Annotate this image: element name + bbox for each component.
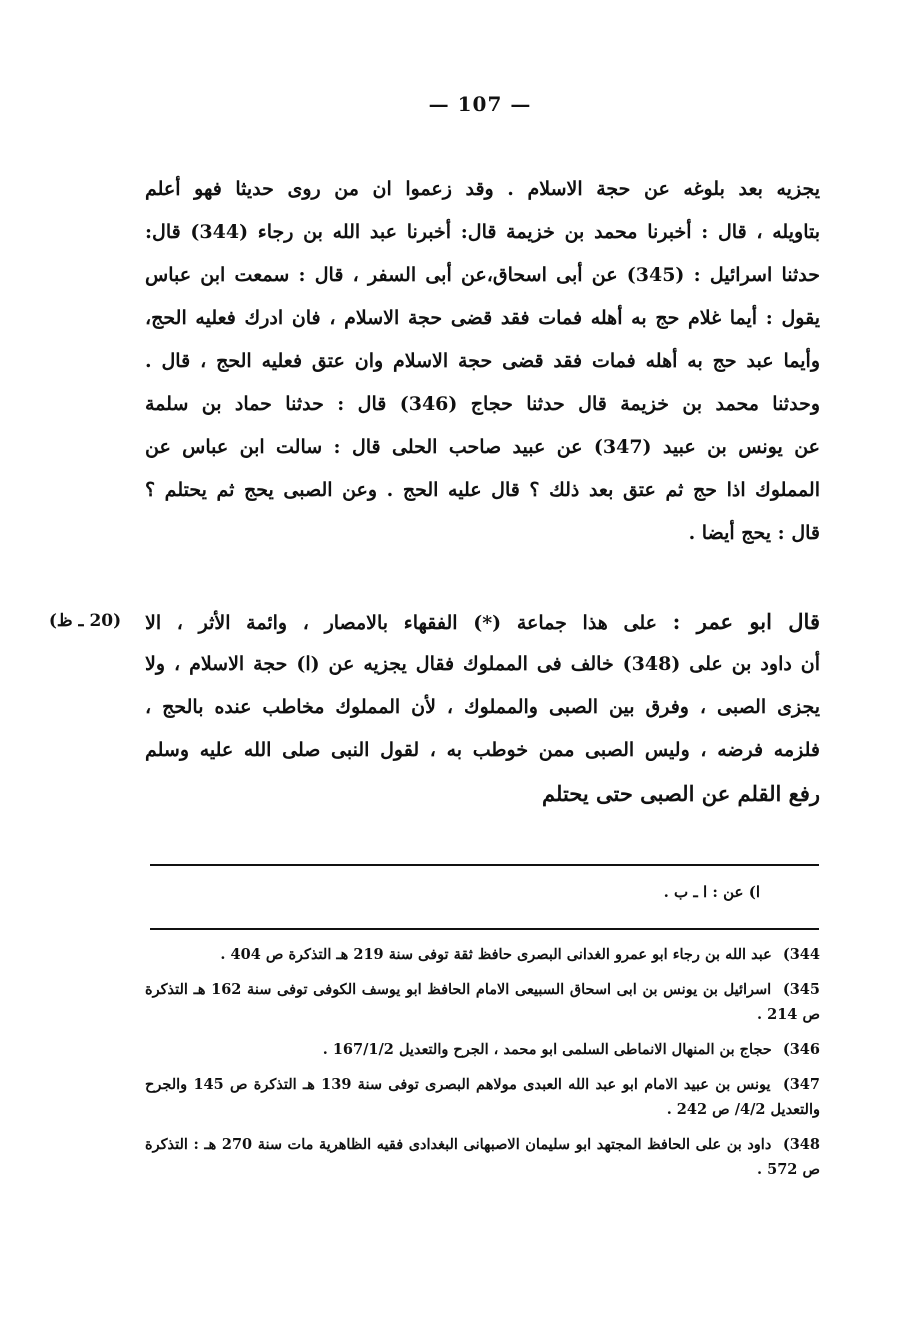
text-line: قال : يحج أيضا . <box>688 522 820 544</box>
footnote-item <box>145 977 820 1027</box>
footnote-text: داود بن على الحافظ المجتهد ابو سليمان الاصبهانى البغدادى فقيه الظاهرية مات سنة 270 هـ : التذكرة ص 572 . <box>145 1136 820 1178</box>
text-line: يجزيه بعد بلوغه عن حجة الاسلام . وقد زعموا ان من روى حديثا فهو أعلم <box>145 178 820 200</box>
footnote-text: يونس بن عبيد الامام ابو عبد الله العبدى مولاهم البصرى توفى سنة 139 هـ التذكرة ص 145 والجرح والتعديل 4/2/ ص 242 . <box>145 1076 820 1118</box>
text-line: حدثنا اسرائيل : (345) عن أبى اسحاق،عن أبى السفر ، قال : سمعت ابن عباس <box>145 264 820 286</box>
footnote-text: اسرائيل بن يونس بن ابى اسحاق السبيعى الامام الحافظ ابو يوسف الكوفى توفى سنة 162 هـ التذكرة ص 214 . <box>145 981 820 1023</box>
footnote-item <box>145 942 820 967</box>
footnote-divider-top <box>150 864 819 866</box>
footnote-divider-bottom <box>150 928 819 930</box>
footnotes <box>145 942 820 1192</box>
text-line <box>145 600 820 643</box>
footnote-number: 347) <box>782 1076 820 1093</box>
footnote-item <box>145 1072 820 1122</box>
footnote-number: 346) <box>782 1041 820 1058</box>
text-line-rest: على هذا جماعة (*) الفقهاء بالامصار ، وائمة الأثر ، الا <box>145 612 657 634</box>
text-line: يقول : أيما غلام حج به أهله فمات فقد قضى حجة الاسلام ، فان ادرك فعليه الحج، <box>145 307 820 329</box>
text-line: عن يونس بن عبيد (347) عن عبيد صاحب الحلى قال : سالت ابن عباس عن <box>145 436 820 458</box>
main-paragraph-2 <box>145 600 820 815</box>
footnote-item <box>145 1037 820 1062</box>
text-line: وأيما عبد حج به أهله فمات فقد قضى حجة الاسلام وان عتق فعليه الحج ، قال . <box>145 350 820 372</box>
text-line: المملوك اذا حج ثم عتق بعد ذلك ؟ قال عليه الحج . وعن الصبى يحج ثم يحتلم ؟ <box>145 479 820 501</box>
text-line: أن داود بن على (348) خالف فى المملوك فقال يجزيه عن (ا) حجة الاسلام ، ولا <box>145 653 820 675</box>
main-paragraph-1 <box>145 168 820 555</box>
footnote-number: 345) <box>782 981 820 998</box>
text-line: فلزمه فرضه ، وليس الصبى ممن خوطب به ، لقول النبى صلى الله عليه وسلم <box>145 739 820 761</box>
paragraph-lead: قال ابو عمر : <box>672 609 820 634</box>
footnote-text: حجاج بن المنهال الانماطى السلمى ابو محمد ، الجرح والتعديل 167/1/2 . <box>322 1041 772 1058</box>
footnote-text: عبد الله بن رجاء ابو عمرو الغدانى البصرى حافظ ثقة توفى سنة 219 هـ التذكرة ص 404 . <box>220 946 772 963</box>
footnote-number: 348) <box>782 1136 820 1153</box>
margin-folio-note: (20 ـ ظ) <box>48 611 122 631</box>
page-number: — 107 — <box>428 92 532 116</box>
footnote-item <box>145 1132 820 1182</box>
text-line: وحدثنا محمد بن خزيمة قال حدثنا حجاج (346) قال : حدثنا حماد بن سلمة <box>145 393 820 415</box>
text-line: بتاويله ، قال : أخبرنا محمد بن خزيمة قال: أخبرنا عبد الله بن رجاء (344) قال: <box>145 221 820 243</box>
text-line: يجزى الصبى ، وفرق بين الصبى والمملوك ، لأن المملوك مخاطب عنده بالحج ، <box>145 696 820 718</box>
closing-line: رفع القلم عن الصبى حتى يحتلم <box>542 781 820 806</box>
variant-reading-note: ا) عن : ا ـ ب . <box>663 883 760 901</box>
footnote-number: 344) <box>782 946 820 963</box>
